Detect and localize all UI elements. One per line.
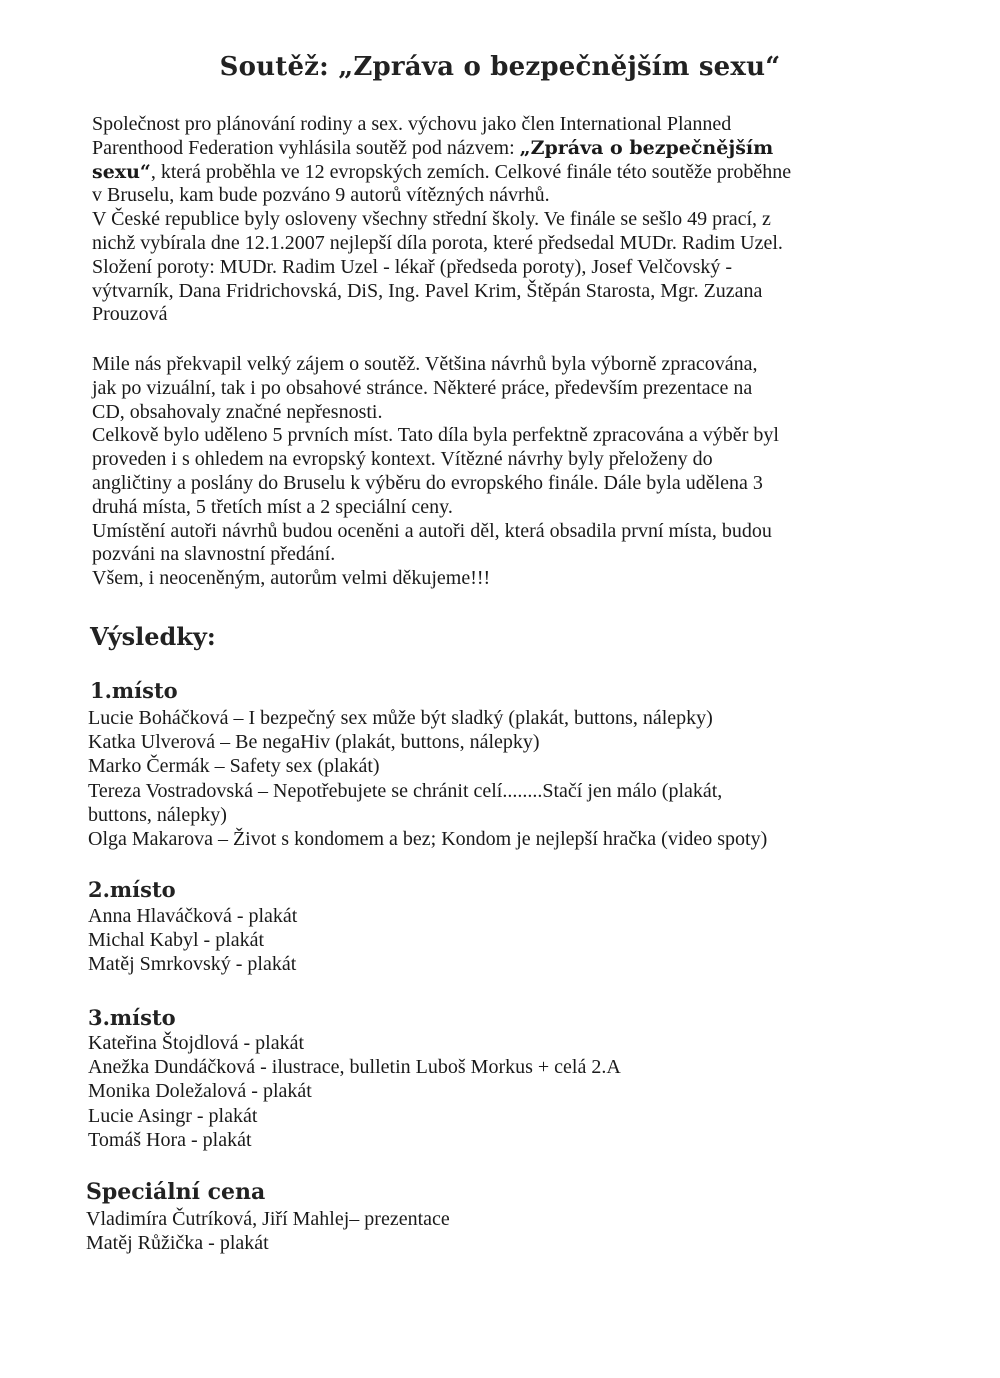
- contest-name-bold: „Zpráva o bezpečnějším: [519, 136, 774, 159]
- list-item: Matěj Růžička - plakát: [86, 1232, 269, 1255]
- intro-line: výtvarník, Dana Fridrichovská, DiS, Ing. Pavel Krim, Štěpán Starosta, Mgr. Zuzana: [92, 279, 763, 302]
- special-prize-heading: Speciální cena: [86, 1179, 266, 1205]
- paragraph-line: Všem, i neoceněným, autorům velmi děkujeme!!!: [92, 567, 491, 590]
- intro-line: nichž vybírala dne 12.1.2007 nejlepší díla porota, které předsedal MUDr. Radim Uzel.: [92, 231, 783, 254]
- paragraph-line: Mile nás překvapil velký zájem o soutěž. Většina návrhů byla výborně zpracována,: [92, 353, 758, 375]
- page-title: Soutěž: „Zpráva o bezpečnějším sexu“: [219, 52, 781, 82]
- paragraph-line: Umístění autoři návrhů budou oceněni a autoři děl, která obsadila první místa, budou: [92, 519, 772, 542]
- paragraph-line: druhá místa, 5 třetích míst a 2 speciální ceny.: [92, 495, 453, 518]
- list-item: Vladimíra Čutríková, Jiří Mahlej– prezentace: [86, 1208, 450, 1230]
- intro-line: [92, 137, 791, 161]
- intro-text: Parenthood Federation vyhlásila soutěž pod názvem:: [92, 136, 520, 159]
- special-prize-list: [86, 1207, 450, 1255]
- second-place-list: [88, 904, 297, 977]
- intro-line: Prouzová: [92, 303, 168, 326]
- paragraph-line: angličtiny a poslány do Bruselu k výběru do evropského finále. Dále byla udělena 3: [92, 471, 763, 494]
- contest-name-bold: sexu“: [92, 160, 151, 183]
- list-item: Michal Kabyl - plakát: [88, 929, 265, 952]
- intro-line: Složení poroty: MUDr. Radim Uzel - lékař (předseda poroty), Josef Velčovský -: [92, 255, 733, 278]
- list-item: buttons, nálepky): [88, 803, 227, 826]
- third-place-list: [88, 1031, 621, 1152]
- paragraph-line: jak po vizuální, tak i po obsahové stránce. Některé práce, především prezentace na: [92, 376, 753, 399]
- list-item: Lucie Boháčková – I bezpečný sex může být sladký (plakát, buttons, nálepky): [88, 707, 713, 729]
- intro-paragraph: [92, 113, 791, 327]
- intro-line: v Bruselu, kam bude pozváno 9 autorů vítězných návrhů.: [92, 184, 550, 207]
- list-item: Monika Doležalová - plakát: [88, 1080, 312, 1103]
- paragraph-line: CD, obsahovaly značné nepřesnosti.: [92, 400, 383, 423]
- list-item: Marko Čermák – Safety sex (plakát): [88, 755, 380, 778]
- list-item: Lucie Asingr - plakát: [88, 1104, 258, 1127]
- paragraph-line: proveden i s ohledem na evropský kontext. Vítězné návrhy byly přeloženy do: [92, 448, 713, 471]
- list-item: Tereza Vostradovská – Nepotřebujete se chránit celí........Stačí jen málo (plakát,: [88, 779, 723, 802]
- paragraph-line: pozváni na slavnostní předání.: [92, 543, 336, 566]
- list-item: Anna Hlaváčková - plakát: [88, 905, 298, 927]
- list-item: Anežka Dundáčková - ilustrace, bulletin Luboš Morkus + celá 2.A: [88, 1056, 621, 1079]
- list-item: Matěj Smrkovský - plakát: [88, 953, 297, 976]
- intro-line: V České republice byly osloveny všechny střední školy. Ve finále se sešlo 49 prací, z: [92, 208, 771, 231]
- second-paragraph: [92, 353, 779, 591]
- first-place-heading: 1.místo: [90, 678, 178, 703]
- list-item: Olga Makarova – Život s kondomem a bez; Kondom je nejlepší hračka (video spoty): [88, 828, 768, 851]
- results-heading: Výsledky:: [90, 622, 216, 651]
- list-item: Tomáš Hora - plakát: [88, 1128, 252, 1151]
- second-place-heading: 2.místo: [88, 877, 176, 902]
- third-place-heading: 3.místo: [88, 1005, 176, 1030]
- list-item: Katka Ulverová – Be negaHiv (plakát, buttons, nálepky): [88, 731, 540, 754]
- first-place-list: [88, 706, 767, 851]
- intro-line: [92, 161, 791, 185]
- intro-line: Společnost pro plánování rodiny a sex. výchovu jako člen International Planned: [92, 113, 732, 135]
- list-item: Kateřina Štojdlová - plakát: [88, 1032, 305, 1054]
- intro-text: , která proběhla ve 12 evropských zemích. Celkové finále této soutěže proběhne: [150, 160, 792, 183]
- paragraph-line: Celkově bylo uděleno 5 prvních míst. Tato díla byla perfektně zpracována a výběr byl: [92, 424, 779, 447]
